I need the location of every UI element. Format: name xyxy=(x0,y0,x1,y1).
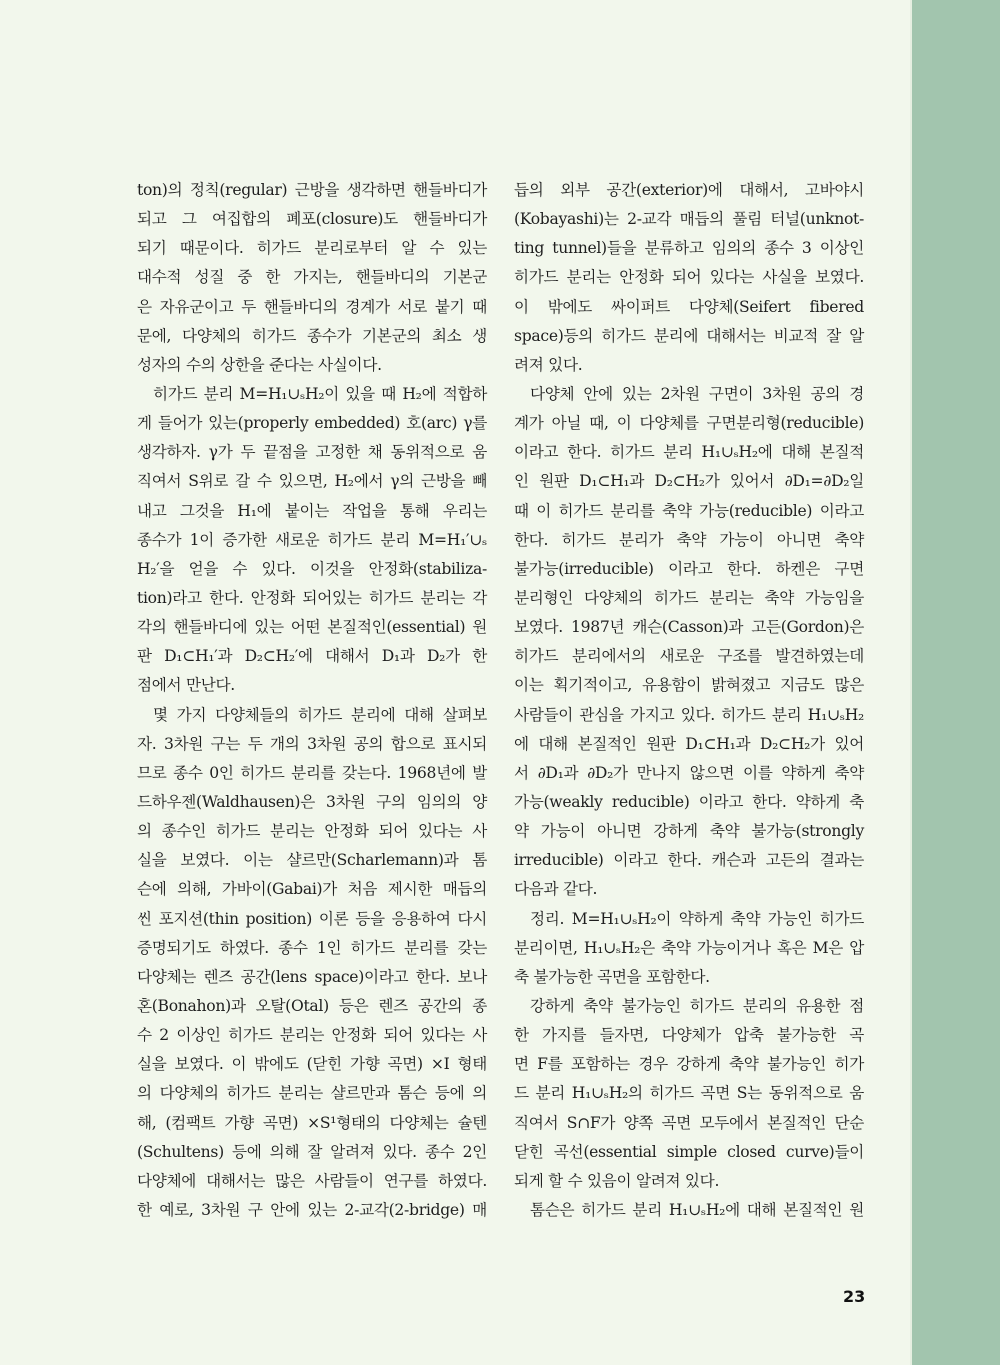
text-line: (Kobayashi)는 2-교각 매듭의 풀림 터널(unknot- xyxy=(514,210,864,229)
text-line: 약 가능이 아니면 강하게 축약 불가능(strongly xyxy=(514,822,864,841)
text-line: 드하우젠(Waldhausen)은 3차원 구의 임의의 양 xyxy=(137,792,487,811)
text-line: 은 자유군이고 두 핸들바디의 경계가 서로 붙기 때 xyxy=(137,297,487,316)
paragraph-start-line: 몇 가지 다양체들의 히가드 분리에 대해 살펴보 xyxy=(153,705,487,724)
text-line: 이라고 한다. 히가드 분리 H₁∪ₛH₂에 대해 본질적 xyxy=(514,443,864,462)
text-line: 자. 3차원 구는 두 개의 3차원 공의 합으로 표시되 xyxy=(137,734,487,753)
text-line: 되기 때문이다. 히가드 분리로부터 알 수 있는 xyxy=(137,239,487,258)
text-line: irreducible) 이라고 한다. 캐슨과 고든의 결과는 xyxy=(514,851,864,870)
text-line: 사람들이 관심을 가지고 있다. 히가드 분리 H₁∪ₛH₂ xyxy=(514,705,864,724)
text-line: 면 F를 포함하는 경우 강하게 축약 불가능인 히가 xyxy=(514,1055,864,1074)
page-number: 23 xyxy=(843,1287,866,1306)
text-line: 점에서 만난다. xyxy=(137,676,235,695)
text-line: 드 분리 H₁∪ₛH₂의 히가드 곡면 S는 동위적으로 움 xyxy=(514,1084,864,1103)
text-line: 실을 보였다. 이 밖에도 (닫힌 가향 곡면) ×I 형태 xyxy=(137,1055,487,1074)
theorem-line: 정리. M=H₁∪ₛH₂이 약하게 축약 가능인 히가드 xyxy=(530,909,864,928)
text-line: 해, (컴팩트 가향 곡면) ×S¹형태의 다양체는 슐텐 xyxy=(137,1113,487,1132)
text-line: 내고 그것을 H₁에 붙이는 작업을 통해 우리는 xyxy=(137,501,487,520)
text-line: 히가드 분리에서의 새로운 구조를 발견하였는데 xyxy=(514,647,864,666)
text-line: 성자의 수의 상한을 준다는 사실이다. xyxy=(137,355,382,374)
text-line: 므로 종수 0인 히가드 분리를 갖는다. 1968년에 발 xyxy=(137,763,487,782)
text-line: 분리형인 다양체의 히가드 분리는 축약 가능임을 xyxy=(514,588,864,607)
text-line: 다양체는 렌즈 공간(lens space)이라고 한다. 보나 xyxy=(137,967,487,986)
text-line: 게 들어가 있는(properly embedded) 호(arc) γ를 xyxy=(137,414,487,433)
text-line: 이는 획기적이고, 유용함이 밝혀졌고 지금도 많은 xyxy=(514,676,864,695)
text-line: 보였다. 1987년 캐슨(Casson)과 고든(Gordon)은 xyxy=(514,618,864,637)
text-line: 생각하자. γ가 두 끝점을 고정한 채 동위적으로 움 xyxy=(137,443,487,462)
text-line: 문에, 다양체의 히가드 종수가 기본군의 최소 생 xyxy=(137,326,487,345)
text-line: 한 가지를 들자면, 다양체가 압축 불가능한 곡 xyxy=(514,1026,864,1045)
page-edge-tab xyxy=(910,0,1000,1365)
text-line: 되게 할 수 있음이 알려져 있다. xyxy=(514,1171,720,1190)
text-line: 한다. 히가드 분리가 축약 가능이 아니면 축약 xyxy=(514,530,864,549)
text-line: 판 D₁⊂H₁′과 D₂⊂H₂′에 대해서 D₁과 D₂가 한 xyxy=(137,647,487,666)
text-line: 가능(weakly reducible) 이라고 한다. 약하게 축 xyxy=(514,792,864,811)
right-text-column xyxy=(514,176,864,1225)
text-line: ting tunnel)들을 분류하고 임의의 종수 3 이상인 xyxy=(514,239,864,258)
text-line: 듭의 외부 공간(exterior)에 대해서, 고바야시 xyxy=(514,181,864,199)
text-line: 각의 핸들바디에 있는 어떤 본질적인(essential) 원 xyxy=(137,618,487,637)
text-line: 의 종수인 히가드 분리는 안정화 되어 있다는 사 xyxy=(137,822,487,841)
text-line: 대수적 성질 중 한 가지는, 핸들바디의 기본군 xyxy=(137,268,487,287)
text-line: 한 예로, 3차원 구 안에 있는 2-교각(2-bridge) 매 xyxy=(137,1200,487,1219)
text-line: 증명되기도 하였다. 종수 1인 히가드 분리를 갖는 xyxy=(137,938,487,957)
theorem-line: 분리이면, H₁∪ₛH₂은 축약 가능이거나 혹은 M은 압 xyxy=(514,938,864,957)
text-line: 려져 있다. xyxy=(514,355,583,374)
paragraph-start-line: 강하게 축약 불가능인 히가드 분리의 유용한 점 xyxy=(530,996,864,1015)
text-line: 인 원판 D₁⊂H₁과 D₂⊂H₂가 있어서 ∂D₁=∂D₂일 xyxy=(514,472,864,491)
text-line: 다음과 같다. xyxy=(514,880,598,899)
text-line: 되고 그 여집합의 폐포(closure)도 핸들바디가 xyxy=(137,210,487,229)
paragraph-start-line: 다양체 안에 있는 2차원 구면이 3차원 공의 경 xyxy=(530,384,864,403)
text-line: 히가드 분리는 안정화 되어 있다는 사실을 보였다. xyxy=(514,268,864,287)
text-line: ton)의 정칙(regular) 근방을 생각하면 핸들바디가 xyxy=(137,181,487,199)
paragraph-start-line: 톰슨은 히가드 분리 H₁∪ₛH₂에 대해 본질적인 원 xyxy=(530,1200,864,1219)
text-line: 실을 보였다. 이는 샬르만(Scharlemann)과 톰 xyxy=(137,851,487,870)
text-line: (Schultens) 등에 의해 잘 알려져 있다. 종수 2인 xyxy=(137,1142,487,1161)
left-text-column xyxy=(137,176,487,1225)
text-line: 때 이 히가드 분리를 축약 가능(reducible) 이라고 xyxy=(514,501,864,520)
text-line: 슨에 의해, 가바이(Gabai)가 처음 제시한 매듭의 xyxy=(137,880,487,899)
text-line: 의 다양체의 히가드 분리는 샬르만과 톰슨 등에 의 xyxy=(137,1084,487,1103)
text-line: 불가능(irreducible) 이라고 한다. 하켄은 구면 xyxy=(514,559,864,578)
text-line: 서 ∂D₁과 ∂D₂가 만나지 않으면 이를 약하게 축약 xyxy=(514,763,864,782)
text-line: 에 대해 본질적인 원판 D₁⊂H₁과 D₂⊂H₂가 있어 xyxy=(514,734,864,753)
text-line: tion)라고 한다. 안정화 되어있는 히가드 분리는 각 xyxy=(137,588,487,607)
text-line: 종수가 1이 증가한 새로운 히가드 분리 M=H₁′∪ₛ xyxy=(137,530,487,549)
text-line: H₂′을 얻을 수 있다. 이것을 안정화(stabiliza- xyxy=(137,559,487,578)
text-line: 수 2 이상인 히가드 분리는 안정화 되어 있다는 사 xyxy=(137,1026,487,1045)
paragraph-start-line: 히가드 분리 M=H₁∪ₛH₂이 있을 때 H₂에 적합하 xyxy=(153,384,487,403)
text-line: 계가 아닐 때, 이 다양체를 구면분리형(reducible) xyxy=(514,414,864,433)
text-line: 다양체에 대해서는 많은 사람들이 연구를 하였다. xyxy=(137,1171,487,1190)
text-line: 직여서 S∩F가 양쪽 곡면 모두에서 본질적인 단순 xyxy=(514,1113,864,1132)
text-line: 씬 포지션(thin position) 이론 등을 응용하여 다시 xyxy=(137,909,487,928)
text-line: 혼(Bonahon)과 오탈(Otal) 등은 렌즈 공간의 종 xyxy=(137,996,487,1015)
theorem-line: 축 불가능한 곡면을 포함한다. xyxy=(514,967,710,986)
text-line: 직여서 S위로 갈 수 있으면, H₂에서 γ의 근방을 빼 xyxy=(137,472,487,491)
text-line: space)등의 히가드 분리에 대해서는 비교적 잘 알 xyxy=(514,326,864,345)
text-line: 닫힌 곡선(essential simple closed curve)들이 xyxy=(514,1142,864,1161)
text-line: 이 밖에도 싸이퍼트 다양체(Seifert fibered xyxy=(514,297,864,316)
